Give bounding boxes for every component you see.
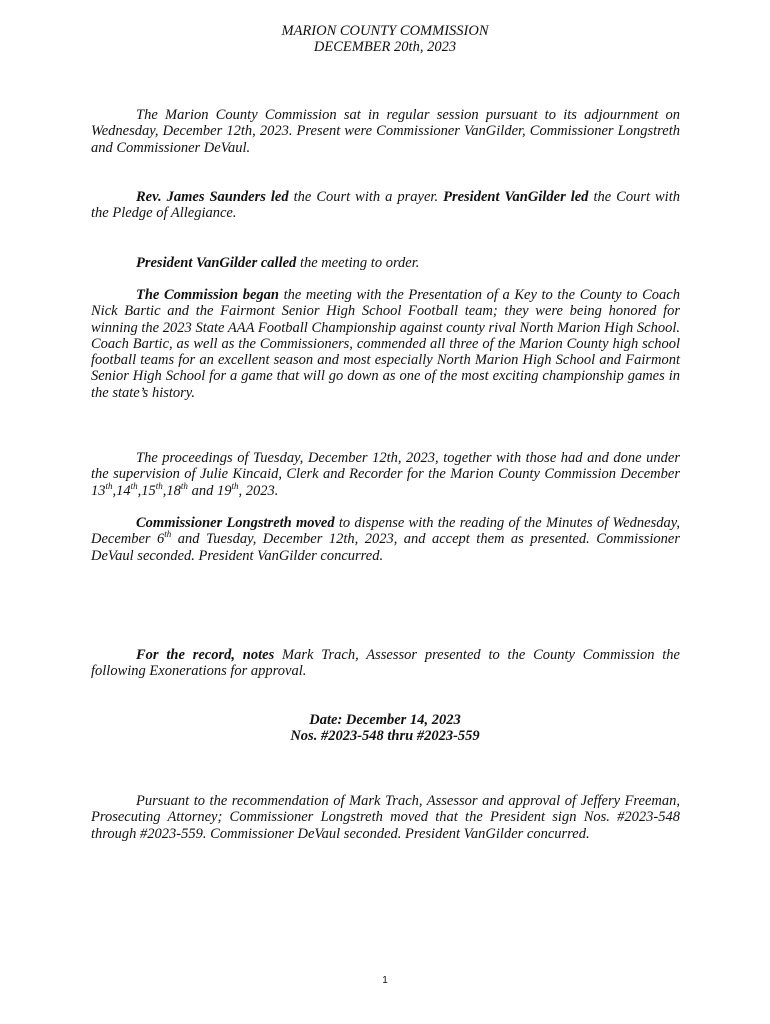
document-header [0,23,770,55]
paragraph-text: ,14 [112,482,131,499]
bold-lead: For the record, notes [136,647,275,663]
ordinal-suffix: th [155,480,163,491]
paragraph-session [91,107,680,156]
paragraph-prayer [91,189,680,222]
paragraph-text: Mark Trach, Assessor presented to the County Commission the following Exonerations for approval. [91,647,680,680]
ordinal-suffix: th [180,480,188,491]
paragraph-text: the meeting to order. [296,255,420,271]
ordinal-suffix: th [130,480,138,491]
paragraph-text: ,18 [162,482,181,499]
paragraph-text: and Tuesday, December 12th, 2023, and accept them as presented. Commissioner DeVaul seconded. President VanGilder concurred. [91,531,680,564]
bold-lead: President VanGilder called [136,255,297,271]
paragraph-text: Pursuant to the recommendation of Mark Trach, Assessor and approval of Jeffery Freeman, Prosecuting Attorney; Commissioner Longstreth moved that the President sign Nos. #2023-548 through #2023-559. Commissioner DeVaul seconded. President VanGilder concurred. [91,793,680,842]
paragraph-text: and 19 [187,482,232,499]
page-number: 1 [382,975,388,986]
bold-lead: The Commission began [136,287,279,303]
paragraph-exoneration-motion [91,793,680,842]
paragraph-text: to dispense with the reading of the Minutes of Wednesday, December 6 [91,515,680,548]
ordinal-suffix: th [105,480,113,491]
paragraph-text: ,15 [137,482,156,499]
paragraph-proceedings [91,450,680,499]
ordinal-suffix: th [164,529,172,540]
paragraph-call-to-order [91,255,680,271]
paragraph-presentation [91,287,680,401]
paragraph-text: , 2023. [238,482,279,499]
paragraph-minutes-motion [91,515,680,564]
paragraph-text: the meeting with the Presentation of a Key to the County to Coach Nick Bartic and the Fairmont Senior High School Football team; they were being honored for winning the 2023 State AAA Football Championship against county rival North Marion High School. Coach Bartic, as well as the Commissioners, commended all three of the Marion County high school football teams for an excellent season and most especially North Marion High School and Fairmont Senior High School for a game that will go down as one of the most exciting championship games in the state’s history. [91,287,680,401]
paragraph-exonerations-note [91,647,680,680]
paragraph-text: The proceedings of Tuesday, December 12th, 2023, together with those had and done under the supervision of Julie Kincaid, Clerk and Recorder for the Marion County Commission December 13 [91,450,680,499]
exoneration-block [0,712,770,745]
header-title: MARION COUNTY COMMISSION [281,23,489,39]
exoneration-date: Date: December 14, 2023 [309,712,461,728]
bold-lead: President VanGilder led [443,189,589,205]
header-date: DECEMBER 20th, 2023 [313,39,457,55]
paragraph-text: the Court with the Pledge of Allegiance. [91,189,680,222]
bold-lead: Rev. James Saunders led [136,189,289,205]
ordinal-suffix: th [231,480,239,491]
bold-lead: Commissioner Longstreth moved [136,515,335,531]
paragraph-text: The Marion County Commission sat in regular session pursuant to its adjournment on Wednesday, December 12th, 2023. Present were Commissioner VanGilder, Commissioner Longstreth and Commissioner DeVaul. [91,107,680,156]
exoneration-numbers: Nos. #2023-548 thru #2023-559 [290,728,480,745]
paragraph-text: the Court with a prayer. [288,189,444,205]
